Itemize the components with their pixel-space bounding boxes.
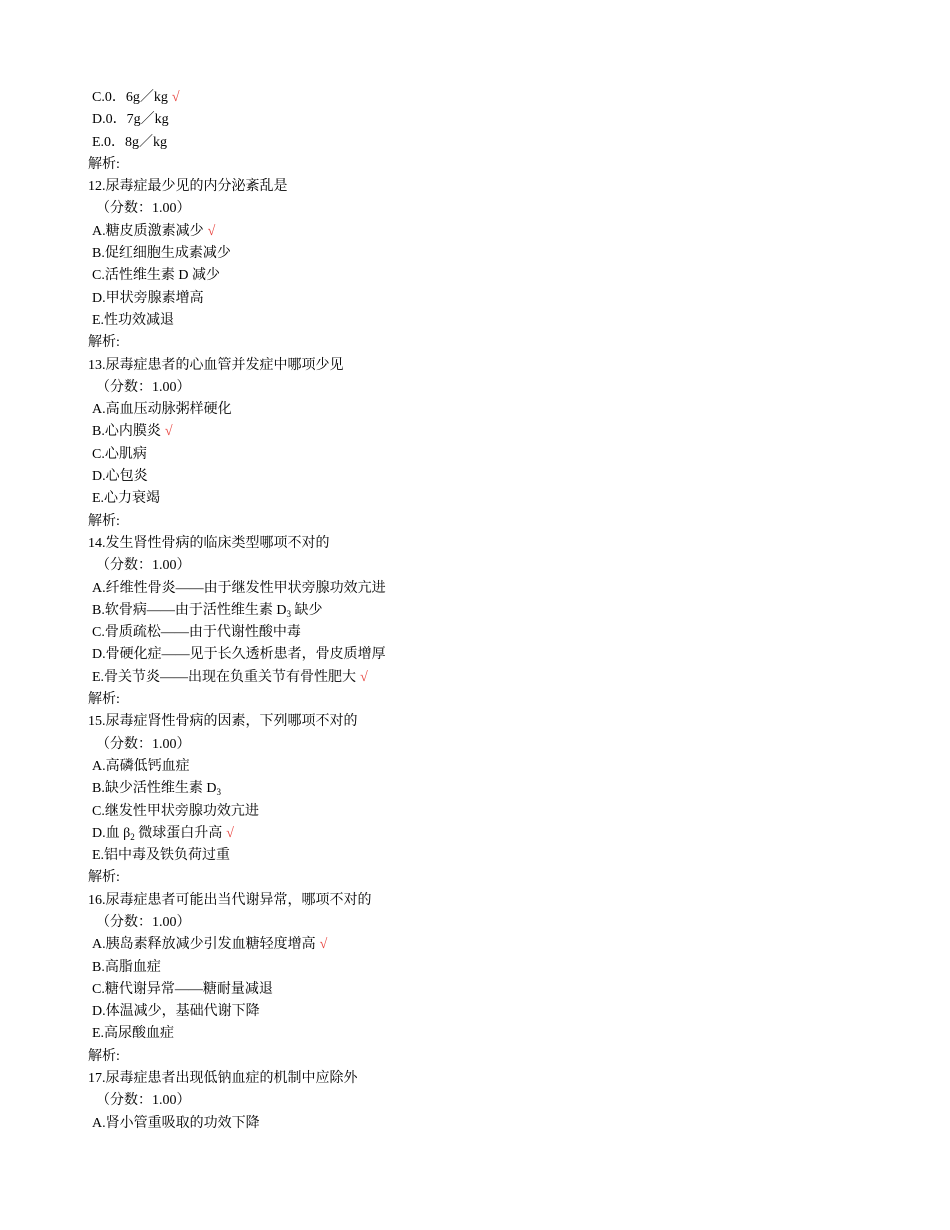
answer-option: [88, 756, 908, 778]
answer-option: [88, 600, 908, 622]
analysis-label: [88, 1046, 908, 1068]
line-text: D.心包炎: [92, 469, 148, 485]
line-text: C.活性维生素 D 减少: [92, 268, 220, 284]
line-text: E.0．8g／kg: [92, 134, 168, 150]
line-text: A.糖皮质激素减少: [92, 223, 204, 239]
line-text: A.胰岛素释放减少引发血糖轻度增高: [92, 937, 316, 953]
line-text: 解析:: [88, 692, 120, 708]
question-score: [88, 912, 908, 934]
correct-check-icon: √: [207, 223, 216, 239]
line-text: A.肾小管重吸取的功效下降: [92, 1115, 260, 1131]
line-text: C.糖代谢异常——糖耐量减退: [92, 981, 273, 997]
line-text: B.高脂血症: [92, 959, 161, 975]
line-text: 解析:: [88, 870, 120, 886]
line-text: E.心力衰竭: [92, 491, 161, 507]
answer-option: [88, 957, 908, 979]
line-text: D.骨硬化症——见于长久透析患者，骨皮质增厚: [92, 647, 386, 663]
line-text: 解析:: [88, 156, 120, 172]
line-text: B.促红细胞生成素减少: [92, 246, 231, 262]
question-score: [88, 198, 908, 220]
answer-option: [88, 801, 908, 823]
line-text: 16.尿毒症患者可能出当代谢异常，哪项不对的: [88, 892, 372, 908]
answer-option: [88, 1001, 908, 1023]
answer-option: [88, 979, 908, 1001]
answer-option: [88, 667, 908, 689]
answer-option: [88, 399, 908, 421]
answer-option: [88, 578, 908, 600]
line-text: B.软骨病——由于活性维生素 D: [92, 602, 287, 618]
answer-option: [88, 421, 908, 443]
answer-option: [88, 778, 908, 800]
line-text: A.纤维性骨炎——由于继发性甲状旁腺功效亢进: [92, 580, 386, 596]
answer-option: [88, 265, 908, 287]
question-score: [88, 1090, 908, 1112]
analysis-label: [88, 154, 908, 176]
answer-option: [88, 87, 908, 109]
subscript: 3: [216, 787, 221, 798]
correct-check-icon: √: [171, 90, 180, 105]
line-text: E.性功效减退: [92, 312, 175, 328]
document-page: [88, 87, 908, 1135]
question-title: [88, 533, 908, 555]
question-title: [88, 355, 908, 377]
line-text: C.骨质疏松——由于代谢性酸中毒: [92, 625, 301, 641]
answer-option: [88, 444, 908, 466]
answer-option: [88, 1023, 908, 1045]
answer-option: [88, 934, 908, 956]
analysis-label: [88, 689, 908, 711]
question-title: [88, 890, 908, 912]
analysis-label: [88, 511, 908, 533]
line-text: C.0．6g／kg: [92, 90, 168, 105]
line-text: A.高磷低钙血症: [92, 758, 190, 774]
line-text: D.体温减少，基础代谢下降: [92, 1004, 260, 1020]
line-text: C.继发性甲状旁腺功效亢进: [92, 803, 259, 819]
subscript: 2: [130, 831, 135, 842]
correct-check-icon: √: [164, 424, 173, 440]
line-text-continued: 微球蛋白升高: [134, 825, 223, 841]
line-text: 15.尿毒症肾性骨病的因素，下列哪项不对的: [88, 714, 358, 730]
answer-option: [88, 132, 908, 154]
line-text: （分数：1.00）: [96, 201, 191, 217]
answer-option: [88, 845, 908, 867]
correct-check-icon: √: [360, 669, 368, 685]
line-text: D.0．7g／kg: [92, 112, 169, 128]
question-score: [88, 734, 908, 756]
line-text: 解析:: [88, 335, 120, 351]
answer-option: [88, 221, 908, 243]
line-text-continued: 缺少: [290, 602, 323, 618]
question-title: [88, 1068, 908, 1090]
line-text: 13.尿毒症患者的心血管并发症中哪项少见: [88, 357, 344, 373]
answer-option: [88, 823, 908, 845]
line-text: （分数：1.00）: [96, 736, 191, 752]
question-title: [88, 176, 908, 198]
correct-check-icon: √: [226, 825, 234, 841]
answer-option: [88, 488, 908, 510]
question-score: [88, 377, 908, 399]
line-text: E.高尿酸血症: [92, 1026, 175, 1042]
line-text: E.骨关节炎——出现在负重关节有骨性肥大: [92, 669, 357, 685]
subscript: 3: [286, 608, 291, 619]
line-text: 14.发生肾性骨病的临床类型哪项不对的: [88, 535, 330, 551]
line-text: （分数：1.00）: [96, 558, 191, 574]
answer-option: [88, 288, 908, 310]
answer-option: [88, 644, 908, 666]
answer-option: [88, 466, 908, 488]
line-text: D.甲状旁腺素增高: [92, 290, 204, 306]
answer-option: [88, 310, 908, 332]
line-text: （分数：1.00）: [96, 379, 191, 395]
line-text: （分数：1.00）: [96, 914, 191, 930]
analysis-label: [88, 332, 908, 354]
question-title: [88, 711, 908, 733]
question-score: [88, 555, 908, 577]
line-text: C.心肌病: [92, 446, 147, 462]
line-text: 17.尿毒症患者出现低钠血症的机制中应除外: [88, 1071, 358, 1087]
line-text: （分数：1.00）: [96, 1093, 191, 1109]
line-text: E.铝中毒及铁负荷过重: [92, 848, 231, 864]
correct-check-icon: √: [319, 937, 328, 953]
answer-option: [88, 1113, 908, 1135]
line-text: A.高血压动脉粥样硬化: [92, 402, 232, 418]
line-text: B.缺少活性维生素 D: [92, 781, 217, 797]
line-text: 解析:: [88, 513, 120, 529]
line-text: 12.尿毒症最少见的内分泌紊乱是: [88, 179, 288, 195]
answer-option: [88, 622, 908, 644]
answer-option: [88, 243, 908, 265]
analysis-label: [88, 867, 908, 889]
answer-option: [88, 109, 908, 131]
line-text: 解析:: [88, 1048, 120, 1064]
line-text: B.心内膜炎: [92, 424, 161, 440]
line-text: D.血 β: [92, 825, 131, 841]
